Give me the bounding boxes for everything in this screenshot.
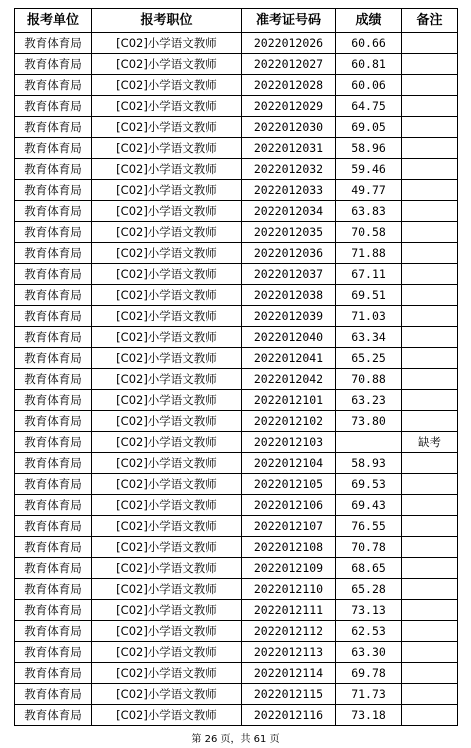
cell-remark [402,495,458,516]
cell-unit: 教育体育局 [15,369,92,390]
cell-unit: 教育体育局 [15,306,92,327]
cell-score: 60.81 [336,54,402,75]
cell-exam-number: 2022012027 [242,54,336,75]
cell-exam-number: 2022012028 [242,75,336,96]
header-row [15,9,458,33]
cell-score: 70.88 [336,369,402,390]
cell-exam-number: 2022012038 [242,285,336,306]
cell-score: 71.88 [336,243,402,264]
cell-remark [402,180,458,201]
header-remark: 备注 [402,9,458,33]
cell-remark [402,222,458,243]
table-row [15,285,458,306]
table-row [15,684,458,705]
cell-remark [402,600,458,621]
cell-unit: 教育体育局 [15,348,92,369]
cell-score: 64.75 [336,96,402,117]
cell-exam-number: 2022012101 [242,390,336,411]
cell-remark [402,558,458,579]
table-row [15,579,458,600]
cell-score: 59.46 [336,159,402,180]
cell-unit: 教育体育局 [15,705,92,726]
cell-unit: 教育体育局 [15,180,92,201]
table-row [15,642,458,663]
cell-position: [C02]小学语文教师 [92,33,242,54]
cell-unit: 教育体育局 [15,390,92,411]
cell-exam-number: 2022012037 [242,264,336,285]
table-row [15,537,458,558]
cell-exam-number: 2022012042 [242,369,336,390]
table-row [15,432,458,453]
cell-position: [C02]小学语文教师 [92,663,242,684]
cell-remark: 缺考 [402,432,458,453]
cell-exam-number: 2022012032 [242,159,336,180]
cell-position: [C02]小学语文教师 [92,432,242,453]
cell-score: 63.83 [336,201,402,222]
cell-unit: 教育体育局 [15,621,92,642]
cell-position: [C02]小学语文教师 [92,411,242,432]
cell-score: 65.28 [336,579,402,600]
cell-score: 65.25 [336,348,402,369]
table-row [15,117,458,138]
cell-unit: 教育体育局 [15,579,92,600]
cell-position: [C02]小学语文教师 [92,159,242,180]
page-footer: 第 26 页，共 61 页 [191,734,280,745]
cell-exam-number: 2022012114 [242,663,336,684]
cell-score: 70.58 [336,222,402,243]
cell-unit: 教育体育局 [15,558,92,579]
table-row [15,390,458,411]
cell-exam-number: 2022012039 [242,306,336,327]
cell-remark [402,54,458,75]
table-row [15,180,458,201]
cell-unit: 教育体育局 [15,474,92,495]
header-position: 报考职位 [92,9,242,33]
cell-score: 63.34 [336,327,402,348]
cell-unit: 教育体育局 [15,138,92,159]
cell-exam-number: 2022012026 [242,33,336,54]
cell-unit: 教育体育局 [15,537,92,558]
cell-exam-number: 2022012035 [242,222,336,243]
table-row [15,75,458,96]
table-row [15,96,458,117]
cell-remark [402,642,458,663]
cell-remark [402,516,458,537]
cell-score [336,432,402,453]
cell-remark [402,117,458,138]
cell-exam-number: 2022012111 [242,600,336,621]
table-header [15,9,458,33]
cell-position: [C02]小学语文教师 [92,684,242,705]
table-row [15,495,458,516]
cell-remark [402,684,458,705]
cell-unit: 教育体育局 [15,432,92,453]
cell-position: [C02]小学语文教师 [92,264,242,285]
cell-position: [C02]小学语文教师 [92,117,242,138]
cell-position: [C02]小学语文教师 [92,474,242,495]
cell-position: [C02]小学语文教师 [92,579,242,600]
cell-score: 63.30 [336,642,402,663]
table-row [15,327,458,348]
cell-position: [C02]小学语文教师 [92,495,242,516]
table-row [15,201,458,222]
cell-remark [402,369,458,390]
cell-remark [402,579,458,600]
cell-unit: 教育体育局 [15,663,92,684]
header-exam-number: 准考证号码 [242,9,336,33]
cell-score: 58.93 [336,453,402,474]
table-row [15,705,458,726]
table-row [15,474,458,495]
cell-remark [402,243,458,264]
cell-unit: 教育体育局 [15,684,92,705]
cell-exam-number: 2022012116 [242,705,336,726]
cell-exam-number: 2022012040 [242,327,336,348]
cell-position: [C02]小学语文教师 [92,243,242,264]
cell-unit: 教育体育局 [15,516,92,537]
cell-exam-number: 2022012030 [242,117,336,138]
cell-score: 68.65 [336,558,402,579]
cell-remark [402,327,458,348]
table-row [15,453,458,474]
cell-unit: 教育体育局 [15,117,92,138]
cell-exam-number: 2022012112 [242,621,336,642]
cell-position: [C02]小学语文教师 [92,600,242,621]
cell-unit: 教育体育局 [15,264,92,285]
cell-exam-number: 2022012107 [242,516,336,537]
cell-score: 76.55 [336,516,402,537]
cell-position: [C02]小学语文教师 [92,75,242,96]
cell-unit: 教育体育局 [15,285,92,306]
cell-position: [C02]小学语文教师 [92,705,242,726]
cell-unit: 教育体育局 [15,453,92,474]
cell-remark [402,537,458,558]
cell-remark [402,348,458,369]
table-row [15,621,458,642]
cell-unit: 教育体育局 [15,159,92,180]
cell-exam-number: 2022012105 [242,474,336,495]
cell-score: 69.53 [336,474,402,495]
cell-exam-number: 2022012104 [242,453,336,474]
table-body [15,33,458,726]
cell-score: 71.03 [336,306,402,327]
table-row [15,159,458,180]
cell-score: 69.05 [336,117,402,138]
cell-position: [C02]小学语文教师 [92,306,242,327]
table-row [15,54,458,75]
cell-position: [C02]小学语文教师 [92,642,242,663]
cell-position: [C02]小学语文教师 [92,285,242,306]
cell-remark [402,159,458,180]
cell-position: [C02]小学语文教师 [92,222,242,243]
cell-exam-number: 2022012109 [242,558,336,579]
cell-unit: 教育体育局 [15,201,92,222]
cell-exam-number: 2022012108 [242,537,336,558]
table-row [15,264,458,285]
table-row [15,243,458,264]
cell-position: [C02]小学语文教师 [92,453,242,474]
table-row [15,138,458,159]
cell-unit: 教育体育局 [15,243,92,264]
header-score: 成绩 [336,9,402,33]
table-row [15,369,458,390]
table-row [15,348,458,369]
table-row [15,33,458,54]
cell-exam-number: 2022012031 [242,138,336,159]
cell-unit: 教育体育局 [15,327,92,348]
cell-exam-number: 2022012103 [242,432,336,453]
cell-score: 73.80 [336,411,402,432]
cell-unit: 教育体育局 [15,75,92,96]
cell-position: [C02]小学语文教师 [92,369,242,390]
table-row [15,600,458,621]
cell-unit: 教育体育局 [15,33,92,54]
cell-exam-number: 2022012102 [242,411,336,432]
cell-position: [C02]小学语文教师 [92,558,242,579]
cell-position: [C02]小学语文教师 [92,201,242,222]
cell-remark [402,411,458,432]
cell-exam-number: 2022012106 [242,495,336,516]
cell-exam-number: 2022012110 [242,579,336,600]
cell-score: 69.78 [336,663,402,684]
cell-unit: 教育体育局 [15,222,92,243]
cell-exam-number: 2022012029 [242,96,336,117]
cell-exam-number: 2022012036 [242,243,336,264]
cell-score: 63.23 [336,390,402,411]
cell-unit: 教育体育局 [15,96,92,117]
cell-score: 58.96 [336,138,402,159]
cell-position: [C02]小学语文教师 [92,96,242,117]
cell-unit: 教育体育局 [15,54,92,75]
cell-remark [402,33,458,54]
cell-score: 60.06 [336,75,402,96]
cell-position: [C02]小学语文教师 [92,348,242,369]
cell-position: [C02]小学语文教师 [92,138,242,159]
header-unit: 报考单位 [15,9,92,33]
cell-score: 67.11 [336,264,402,285]
cell-score: 73.13 [336,600,402,621]
cell-remark [402,306,458,327]
cell-score: 62.53 [336,621,402,642]
cell-position: [C02]小学语文教师 [92,54,242,75]
cell-score: 69.51 [336,285,402,306]
table-row [15,558,458,579]
cell-score: 71.73 [336,684,402,705]
cell-exam-number: 2022012033 [242,180,336,201]
table-row [15,222,458,243]
cell-score: 69.43 [336,495,402,516]
cell-remark [402,285,458,306]
cell-remark [402,453,458,474]
cell-remark [402,390,458,411]
table-row [15,663,458,684]
cell-unit: 教育体育局 [15,642,92,663]
cell-remark [402,138,458,159]
cell-remark [402,201,458,222]
cell-exam-number: 2022012041 [242,348,336,369]
cell-score: 70.78 [336,537,402,558]
cell-remark [402,96,458,117]
table-row [15,411,458,432]
cell-position: [C02]小学语文教师 [92,537,242,558]
cell-score: 49.77 [336,180,402,201]
cell-exam-number: 2022012034 [242,201,336,222]
cell-position: [C02]小学语文教师 [92,621,242,642]
cell-unit: 教育体育局 [15,411,92,432]
cell-remark [402,75,458,96]
table-row [15,516,458,537]
cell-exam-number: 2022012113 [242,642,336,663]
cell-score: 60.66 [336,33,402,54]
cell-unit: 教育体育局 [15,600,92,621]
cell-position: [C02]小学语文教师 [92,516,242,537]
cell-remark [402,264,458,285]
cell-position: [C02]小学语文教师 [92,390,242,411]
cell-exam-number: 2022012115 [242,684,336,705]
cell-remark [402,663,458,684]
score-table [14,8,458,726]
cell-score: 73.18 [336,705,402,726]
cell-remark [402,621,458,642]
cell-remark [402,474,458,495]
cell-position: [C02]小学语文教师 [92,327,242,348]
cell-position: [C02]小学语文教师 [92,180,242,201]
cell-unit: 教育体育局 [15,495,92,516]
table-row [15,306,458,327]
cell-remark [402,705,458,726]
